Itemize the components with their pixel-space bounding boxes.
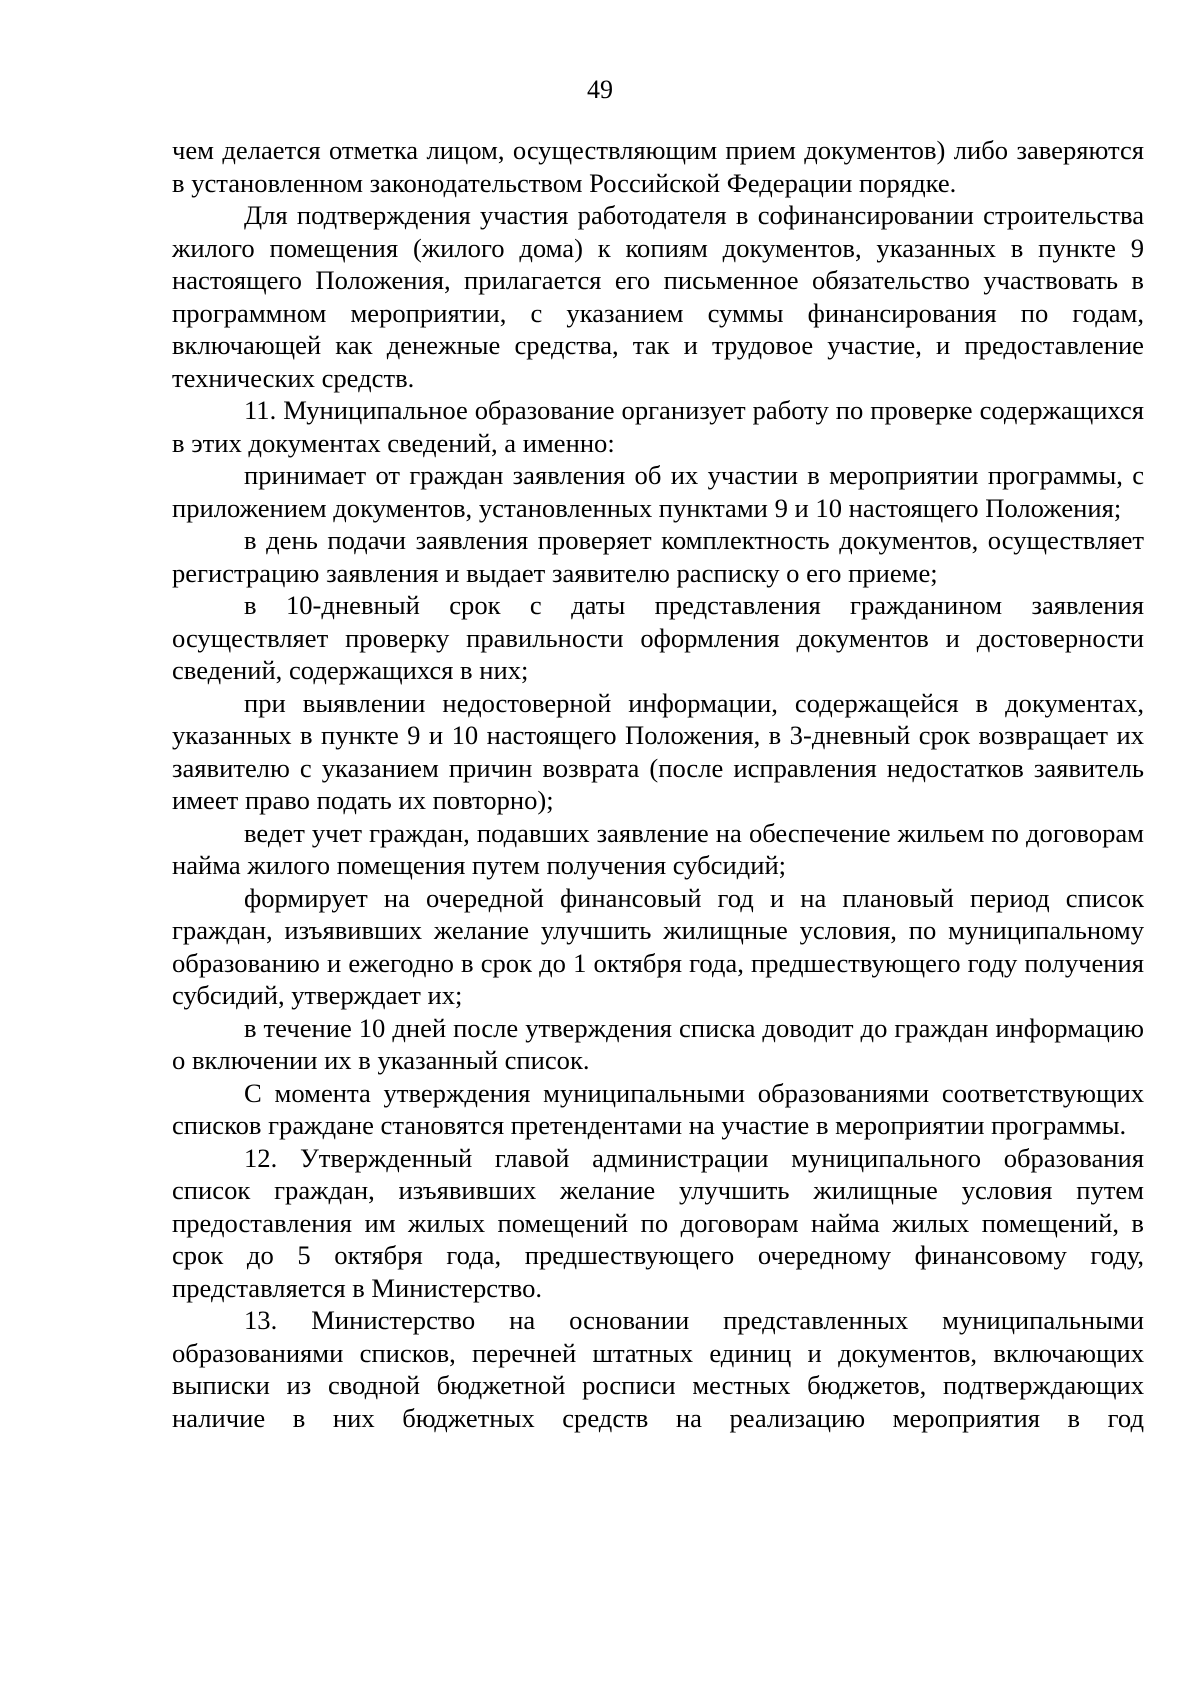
paragraph-clause-13: 13. Министерство на основании представленных муниципальными образованиями списков, перечней штатных единиц и документов, включающих выписки из сводной бюджетной росписи местных бюджетов, подтверждающих наличие в них бюджетных средств на реализацию мероприятия в год (172, 1305, 1144, 1433)
paragraph-accepts-applications: принимает от граждан заявления об их участии в мероприятии программы, с приложением документов, установленных пунктами 9 и 10 настоящего Положения; (172, 460, 1144, 523)
paragraph-employer-cofinancing: Для подтверждения участия работодателя в софинансировании строительства жилого помещения (жилого дома) к копиям документов, указанных в пункте 9 настоящего Положения, прилагается его письменное обязательство участвовать в программном мероприятии, с указанием суммы финансирования по годам, включающей как денежные средства, так и трудовое участие, и предоставление технических средств. (172, 200, 1144, 393)
paragraph-keeps-records: ведет учет граждан, подавших заявление на обеспечение жильем по договорам найма жилого помещения путем получения субсидий; (172, 817, 1144, 880)
paragraph-forms-list: формирует на очередной финансовый год и на плановый период список граждан, изъявивших желание улучшить жилищные условия, по муниципальному образованию и ежегодно в срок до 1 октября года, предшествующего году получения субсидий, утверждает их; (172, 882, 1144, 1010)
paragraph-clause-12: 12. Утвержденный главой администрации муниципального образования список граждан, изъявивших желание улучшить жилищные условия путем предоставления им жилых помещений по договорам найма жилых помещений, в срок до 5 октября года, предшествующего очередному финансовому году, представляется в Министерство. (172, 1142, 1144, 1303)
page-number: 49 (587, 75, 613, 104)
paragraph-notifies-citizens: в течение 10 дней после утверждения списка доводит до граждан информацию о включении их в указанный список. (172, 1012, 1144, 1075)
paragraph-invalid-information: при выявлении недостоверной информации, содержащейся в документах, указанных в пункте 9 и 10 настоящего Положения, в 3-дневный срок возвращает их заявителю с указанием причин возврата (после исправления недостатков заявитель имеет право подать их повторно); (172, 687, 1144, 815)
paragraph-applicants-status: С момента утверждения муниципальными образованиями соответствующих списков граждане становятся претендентами на участие в мероприятии программы. (172, 1077, 1144, 1140)
paragraph-continuation: чем делается отметка лицом, осуществляющим прием документов) либо заверяются в установленном законодательством Российской Федерации порядке. (172, 135, 1144, 198)
paragraph-10-day-verification: в 10-дневный срок с даты представления гражданином заявления осуществляет проверку правильности оформления документов и достоверности сведений, содержащихся в них; (172, 590, 1144, 685)
document-body (172, 134, 1144, 1434)
paragraph-clause-11: 11. Муниципальное образование организует работу по проверке содержащихся в этих документах сведений, а именно: (172, 395, 1144, 458)
paragraph-checks-completeness: в день подачи заявления проверяет комплектность документов, осуществляет регистрацию заявления и выдает заявителю расписку о его приеме; (172, 525, 1144, 588)
